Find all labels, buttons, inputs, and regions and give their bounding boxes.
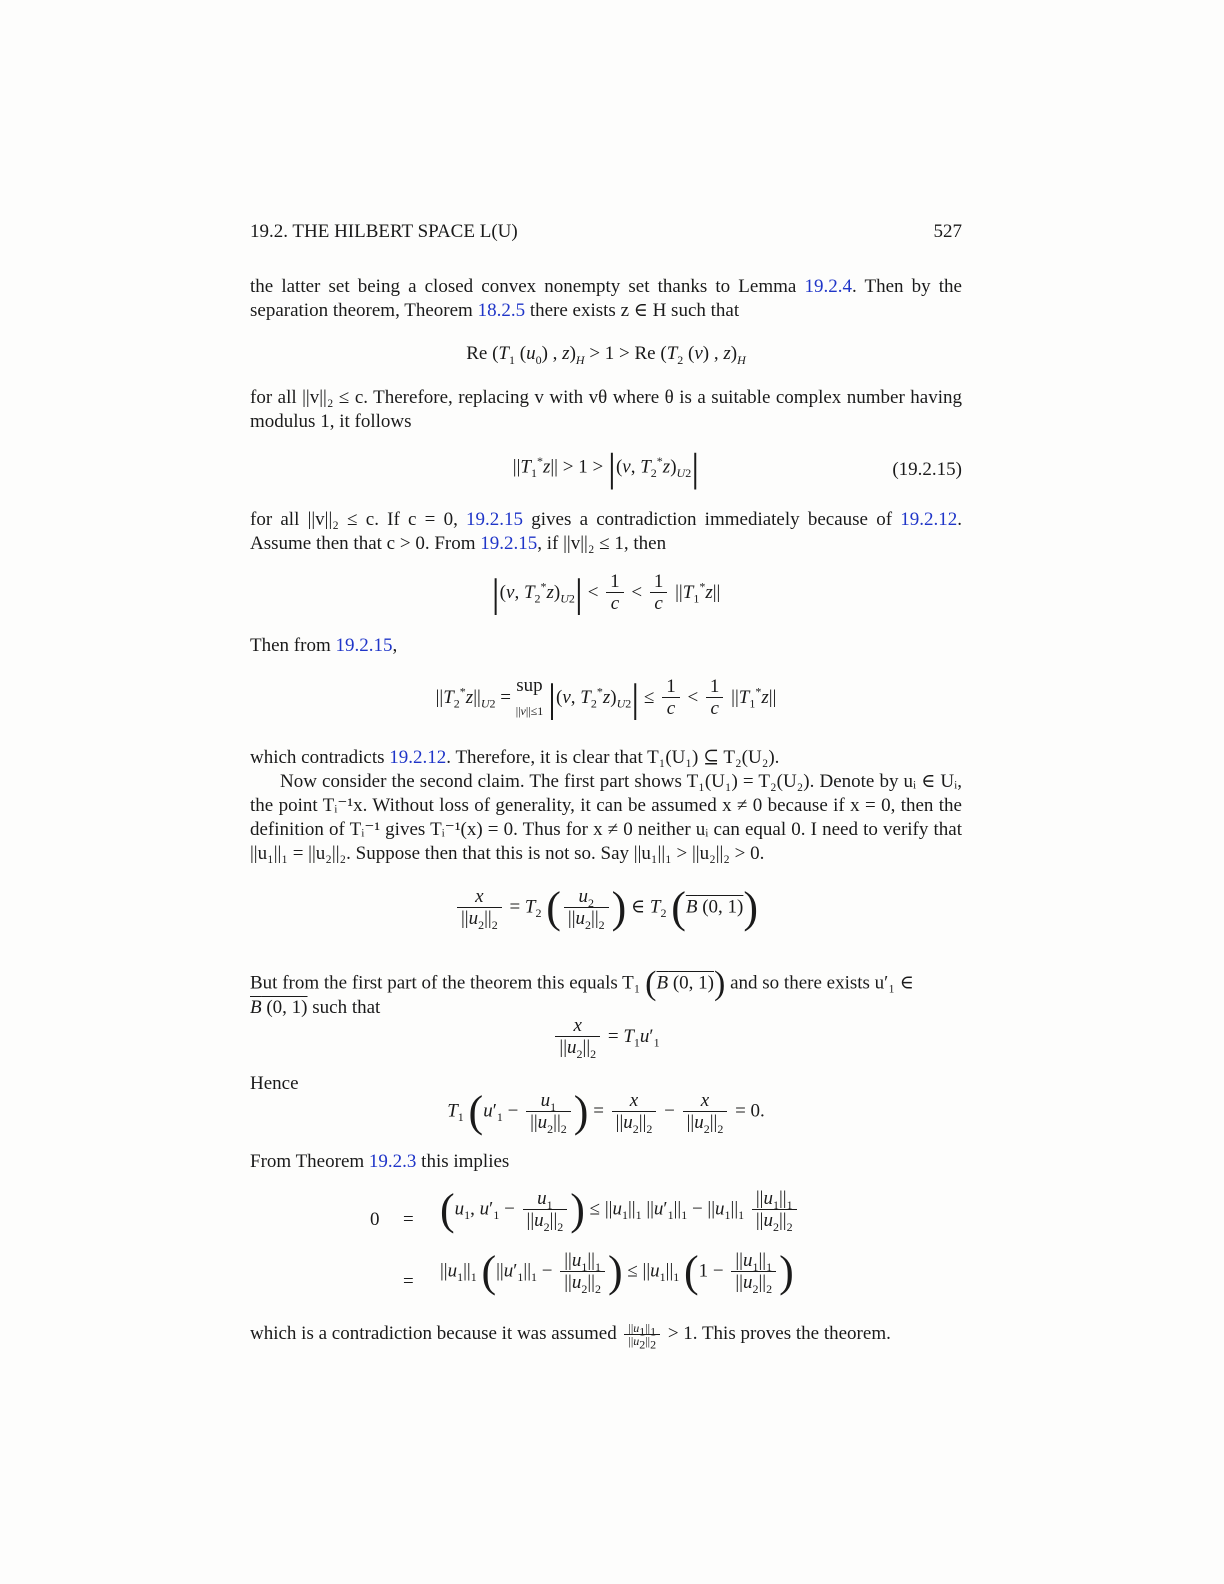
equation-bound: |(v, $T_2^*z)_{U2}|$ < $\frac{1}{c}$ < $\frac{1}{c}$ $||T_1^*z||$ (491, 570, 721, 616)
paragraph-first-part: But from the first part of the theorem this equals T₁ (B (0, 1)) and so there exists u′₁ ∈ (250, 965, 914, 1002)
theorem-link[interactable]: 18.2.5 (477, 300, 526, 321)
running-header (250, 220, 962, 244)
paragraph-such-that: B (0, 1) such that (250, 997, 381, 1018)
equation-preimage: $\frac{x}{||u_2||_2}$ = $T_1u'_1$ (250, 1016, 962, 1059)
eq-ref-link[interactable]: 19.2.15 (335, 635, 393, 656)
paragraph-from-theorem: From Theorem 19.2.3 this implies (250, 1151, 510, 1172)
paragraph-replacing: for all ||v||₂ ≤ c. Therefore, replacing v with vθ where θ is a suitable complex number having modulus 1, it follows (250, 387, 962, 432)
page-number: 527 (933, 221, 962, 242)
eq-ref-link[interactable]: 19.2.15 (480, 533, 538, 554)
equation-image-ball: $\frac{x}{||u_2||_2}$ = $T_2$ ( $\frac{u_2}{||u_2||_2}$ ) ∈ $T_2$ (B (0, 1)) (250, 886, 962, 930)
eq-ref-link[interactable]: 19.2.12 (900, 509, 958, 530)
lemma-link[interactable]: 19.2.4 (804, 276, 852, 297)
paragraph-contradicts: which contradicts 19.2.12. Therefore, it is clear that T₁(U₁) ⊆ T₂(U₂). (250, 747, 780, 768)
paragraph-contradiction: for all ||v||₂ ≤ c. If c = 0, 19.2.15 gives a contradiction immediately because of 19.2.12. Assume then that c > 0. From 19.2.15, if ||v||₂ ≤ 1, then (250, 509, 962, 554)
equation-zero: $T_1$ ($u'_1$ − $\frac{u_1}{||u_2||_2}$ ) = $\frac{x}{||u_2||_2}$ − $\frac{x}{||u_2||_2}$ = 0. (447, 1087, 765, 1136)
paragraph-intro: the latter set being a closed convex nonempty set thanks to Lemma 19.2.4. Then by the separation theorem, Theorem 18.2.5 there exists z ∈ H such that (250, 276, 962, 321)
paragraph-conclusion: which is a contradiction because it was assumed $\frac{||u_1||_1}{||u_2||_2}$ > 1. This proves the theorem. (250, 1321, 891, 1352)
paragraph-hence: Hence (250, 1073, 299, 1094)
paragraph-second-claim: Now consider the second claim. The first part shows T₁(U₁) = T₂(U₂). Denote by uᵢ ∈ Uᵢ, the point Tᵢ⁻¹x. Without loss of generality, it can be assumed x ≠ 0 because if x = 0, then the definition of Tᵢ⁻¹ gives Tᵢ⁻¹(x) = 0. Thus for x ≠ 0 neither uᵢ can equal 0. I need to verify that ||u₁||₁ = ||u₂||₂. Suppose then that this is not so. Say ||u₁||₁ > ||u₂||₂ > 0. (250, 771, 962, 864)
section-title: 19.2. THE HILBERT SPACE L(U) (250, 221, 518, 242)
eq-ref-link[interactable]: 19.2.15 (466, 509, 524, 530)
eq-ref-link[interactable]: 19.2.12 (389, 747, 447, 768)
equation-supremum: $||T_2^*z||_{U2}$ = sup ||v||≤1 |(v, $T_2^*z)_{U2}|$ ≤ $\frac{1}{c}$ < $\frac{1}{c}$ $||T_1^*z||$ (435, 675, 777, 721)
paragraph-then-from: Then from 19.2.15, (250, 635, 398, 656)
theorem-link[interactable]: 19.2.3 (368, 1151, 417, 1172)
equation-separation: Re ($T_1$ $(u_0)$ , $z)_H > 1 > Re$ ($T_2$ (v) , $z)_H$ (466, 343, 746, 367)
equation-row: 0 = ($u_1$, $u'_1$ − $\frac{u_1}{||u_2||_2}$ ) ≤ $||u_1||_1$ $||u'_1||_1 - ||u_1||_1$ $\frac{||u_1||_1}{||u_2||_2}$ (360, 1188, 960, 1250)
equation-row: = $||u_1||_1$ ($||u'_1||_1$ − $\frac{||u_1||_1}{||u_2||_2}$ ) ≤ $||u_1||_1$ (1 − $\frac{||u_1||_1}{||u_2||_2}$ ) (403, 1247, 794, 1296)
equation-array (360, 1185, 960, 1312)
equation-number: (19.2.15) (892, 459, 962, 480)
equation-19-2-15: $||T_1^*z|| > 1 > |(v$, $T_2^*z)_{U2}|$ (19.2.15) (512, 445, 962, 490)
